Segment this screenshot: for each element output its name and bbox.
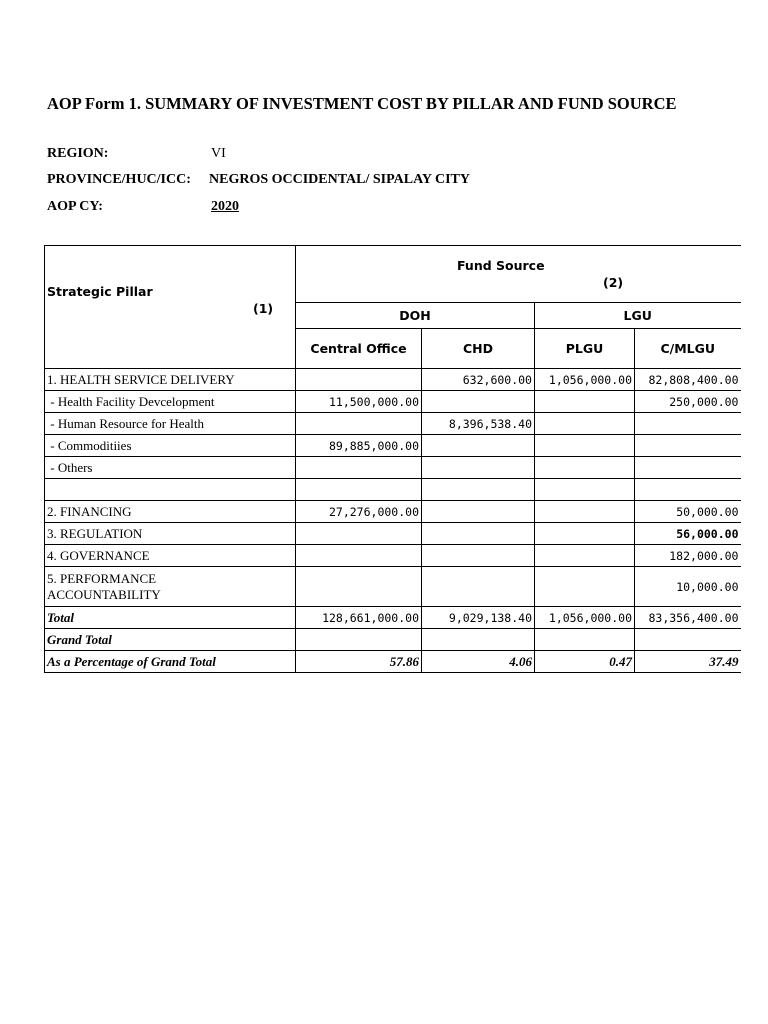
fund-source-label: Fund Source — [457, 258, 545, 273]
plgu-value — [535, 545, 635, 567]
total-plgu: 1,056,000.00 — [535, 607, 635, 629]
lgu-group-header: LGU — [535, 303, 741, 329]
col-cmlgu: C/MLGU — [635, 329, 741, 369]
plgu-value — [535, 523, 635, 545]
percentage-row — [45, 651, 741, 673]
total-chd: 9,029,138.40 — [422, 607, 535, 629]
pillar-label — [45, 479, 296, 501]
col-plgu: PLGU — [535, 329, 635, 369]
table-row — [45, 567, 741, 607]
investment-cost-table — [44, 245, 741, 673]
grand-total-label: Grand Total — [45, 629, 296, 651]
chd-value: 8,396,538.40 — [422, 413, 535, 435]
table-row — [45, 523, 741, 545]
plgu-value — [535, 413, 635, 435]
col-chd: CHD — [422, 329, 535, 369]
pillar-label-line2: ACCOUNTABILITY — [47, 586, 161, 602]
table-row — [45, 369, 741, 391]
chd-value: 632,600.00 — [422, 369, 535, 391]
plgu-value — [535, 479, 635, 501]
grand-total-plgu — [535, 629, 635, 651]
central-office-value — [296, 369, 422, 391]
cmlgu-value — [635, 457, 741, 479]
percentage-plgu: 0.47 — [535, 651, 635, 673]
pillar-label: 2. FINANCING — [45, 501, 296, 523]
doh-group-header: DOH — [296, 303, 535, 329]
plgu-value — [535, 391, 635, 413]
region-label: REGION: — [47, 146, 109, 161]
percentage-central-office: 57.86 — [296, 651, 422, 673]
pillar-label: - Health Facility Devcelopment — [45, 391, 296, 413]
total-central-office: 128,661,000.00 — [296, 607, 422, 629]
table-row — [45, 545, 741, 567]
pillar-label: - Human Resource for Health — [45, 413, 296, 435]
central-office-value — [296, 457, 422, 479]
table-row — [45, 435, 741, 457]
table-row — [45, 457, 741, 479]
aop-cy-value: 2020 — [211, 199, 239, 214]
cmlgu-value — [635, 479, 741, 501]
pillar-label-line1: 5. PERFORMANCE — [47, 570, 157, 586]
central-office-value — [296, 545, 422, 567]
central-office-value — [296, 413, 422, 435]
cmlgu-value: 50,000.00 — [635, 501, 741, 523]
plgu-value — [535, 501, 635, 523]
strategic-pillar-number: (1) — [253, 301, 274, 316]
chd-value — [422, 391, 535, 413]
central-office-value — [296, 523, 422, 545]
fund-source-number: (2) — [603, 275, 624, 290]
pillar-label: 4. GOVERNANCE — [45, 545, 296, 567]
plgu-value — [535, 435, 635, 457]
total-row — [45, 607, 741, 629]
total-cmlgu: 83,356,400.00 — [635, 607, 741, 629]
cmlgu-value — [635, 435, 741, 457]
strategic-pillar-header — [45, 246, 296, 369]
central-office-value — [296, 479, 422, 501]
table-row — [45, 479, 741, 501]
pillar-label: - Others — [45, 457, 296, 479]
total-label: Total — [45, 607, 296, 629]
percentage-chd: 4.06 — [422, 651, 535, 673]
table-row — [45, 501, 741, 523]
table-row — [45, 413, 741, 435]
grand-total-chd — [422, 629, 535, 651]
table-row — [45, 391, 741, 413]
grand-total-central-office — [296, 629, 422, 651]
plgu-value: 1,056,000.00 — [535, 369, 635, 391]
region-value: VI — [211, 146, 226, 161]
pillar-label: 3. REGULATION — [45, 523, 296, 545]
cmlgu-value: 250,000.00 — [635, 391, 741, 413]
fund-source-header — [296, 246, 741, 303]
plgu-value — [535, 457, 635, 479]
plgu-value — [535, 567, 635, 607]
pillar-label — [45, 567, 296, 607]
province-value: NEGROS OCCIDENTAL/ SIPALAY CITY — [209, 172, 470, 187]
col-central-office: Central Office — [296, 329, 422, 369]
aop-cy-label: AOP CY: — [47, 199, 103, 214]
central-office-value: 89,885,000.00 — [296, 435, 422, 457]
chd-value — [422, 523, 535, 545]
chd-value — [422, 457, 535, 479]
pillar-label: 1. HEALTH SERVICE DELIVERY — [45, 369, 296, 391]
grand-total-row — [45, 629, 741, 651]
strategic-pillar-label: Strategic Pillar — [47, 284, 153, 299]
percentage-label: As a Percentage of Grand Total — [45, 651, 296, 673]
cmlgu-value — [635, 413, 741, 435]
cmlgu-value: 10,000.00 — [635, 567, 741, 607]
chd-value — [422, 501, 535, 523]
cmlgu-value: 82,808,400.00 — [635, 369, 741, 391]
chd-value — [422, 567, 535, 607]
pillar-label: - Commoditiies — [45, 435, 296, 457]
cmlgu-value: 182,000.00 — [635, 545, 741, 567]
central-office-value — [296, 567, 422, 607]
form-title: AOP Form 1. SUMMARY OF INVESTMENT COST BY PILLAR AND FUND SOURCE — [47, 94, 677, 113]
province-label: PROVINCE/HUC/ICC: — [47, 172, 191, 187]
grand-total-cmlgu — [635, 629, 741, 651]
chd-value — [422, 479, 535, 501]
chd-value — [422, 435, 535, 457]
central-office-value: 27,276,000.00 — [296, 501, 422, 523]
percentage-cmlgu: 37.49 — [635, 651, 741, 673]
central-office-value: 11,500,000.00 — [296, 391, 422, 413]
chd-value — [422, 545, 535, 567]
cmlgu-value: 56,000.00 — [635, 523, 741, 545]
